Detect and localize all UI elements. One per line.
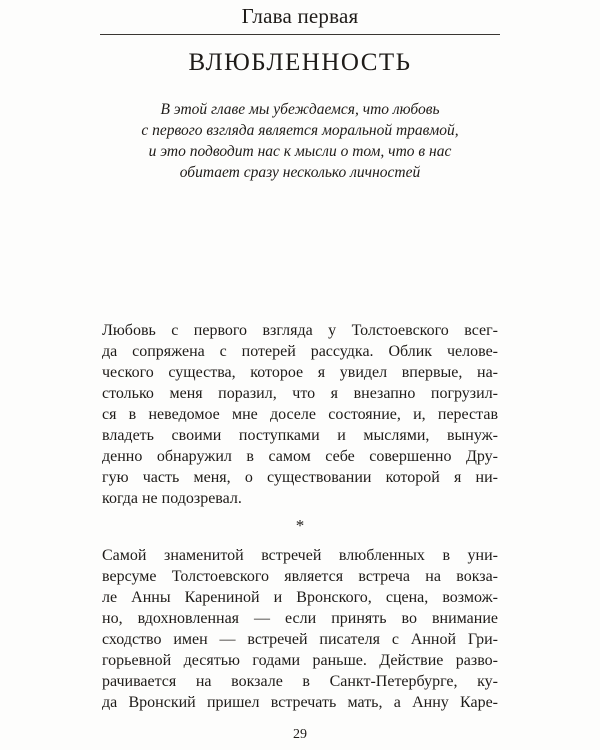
- paragraph-line: владеть своими поступками и мыслями, вынуж-: [102, 427, 498, 444]
- epigraph-line: обитает сразу несколько личностей: [179, 164, 421, 181]
- paragraph-line: да сопряжена с потерей рассудка. Облик челове-: [102, 343, 498, 360]
- paragraph-line: Самой знаменитой встречей влюбленных в уни-: [102, 547, 498, 564]
- header-rule: [100, 34, 500, 35]
- paragraph-line: горьевной десятью годами раньше. Действие разво-: [102, 652, 498, 669]
- chapter-title: ВЛЮБЛЕННОСТЬ: [188, 49, 412, 76]
- paragraph-line: но, вдохновленная — если принять во внимание: [102, 610, 498, 627]
- paragraph-line: столько меня поразил, что я внезапно погрузил-: [102, 385, 498, 402]
- chapter-epigraph: [0, 99, 600, 183]
- epigraph-line: и это подводит нас к мысли о том, что в нас: [148, 143, 452, 160]
- paragraph-line: версуме Толстоевского является встреча на вокза-: [102, 568, 498, 585]
- section-separator: *: [295, 516, 305, 535]
- paragraph-line: ле Анны Карениной и Вронского, сцена, возмож-: [102, 589, 498, 606]
- running-head: Глава первая: [241, 4, 359, 28]
- paragraph-line: ся в неведомое мне доселе состояние, и, перестав: [102, 406, 498, 423]
- epigraph-line: В этой главе мы убеждаемся, что любовь: [160, 101, 440, 118]
- paragraph-line: ческого существа, которое я увидел впервые, на-: [102, 364, 498, 381]
- paragraph-line: гую часть меня, о существовании которой я ни-: [102, 469, 498, 486]
- paragraph-line: Любовь с первого взгляда у Толстоевского всег-: [102, 322, 498, 339]
- body-paragraph-1: [102, 320, 498, 509]
- body-paragraph-2: [102, 545, 498, 713]
- paragraph-line: сходство имен — встречей писателя с Анной Гри-: [102, 631, 498, 648]
- paragraph-line: да Вронский пришел встречать мать, а Анну Каре-: [102, 694, 498, 711]
- epigraph-line: с первого взгляда является моральной травмой,: [141, 122, 459, 139]
- paragraph-line: рачивается на вокзале в Санкт-Петербурге, ку-: [102, 673, 498, 690]
- page-number: 29: [293, 727, 307, 742]
- paragraph-line: денно обнаружил в самом себе совершенно Дру-: [102, 448, 498, 465]
- paragraph-line: когда не подозревал.: [102, 490, 242, 507]
